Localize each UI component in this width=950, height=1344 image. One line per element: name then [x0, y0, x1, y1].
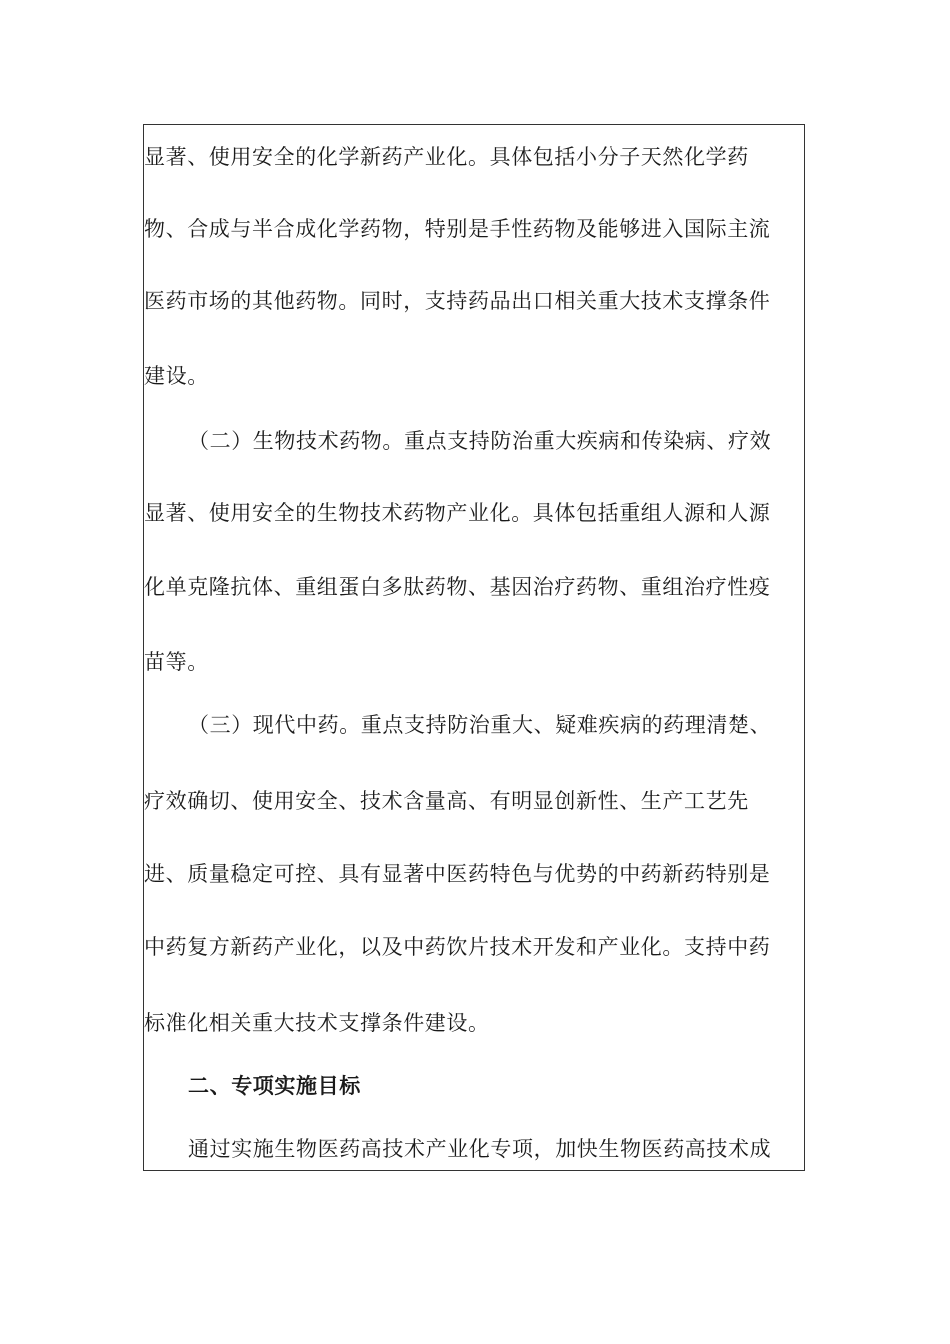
- paragraph-line: 显著、使用安全的化学新药产业化。具体包括小分子天然化学药: [144, 145, 749, 169]
- paragraph-line: 疗效确切、使用安全、技术含量高、有明显创新性、生产工艺先: [144, 789, 749, 813]
- document-page-frame: [143, 124, 805, 1171]
- section-two-paragraph-start: （二）生物技术药物。重点支持防治重大疾病和传染病、疗效: [188, 429, 772, 453]
- paragraph-line: 显著、使用安全的生物技术药物产业化。具体包括重组人源和人源: [144, 501, 771, 525]
- paragraph-line: 进、质量稳定可控、具有显著中医药特色与优势的中药新药特别是: [144, 862, 771, 886]
- paragraph-line: 物、合成与半合成化学药物，特别是手性药物及能够进入国际主流: [144, 217, 771, 241]
- paragraph-line: 化单克隆抗体、重组蛋白多肽药物、基因治疗药物、重组治疗性疫: [144, 575, 771, 599]
- paragraph-line: 建设。: [144, 364, 209, 388]
- paragraph-line: 医药市场的其他药物。同时，支持药品出口相关重大技术支撑条件: [144, 289, 771, 313]
- section-heading: 二、专项实施目标: [188, 1074, 361, 1098]
- paragraph-line: 通过实施生物医药高技术产业化专项，加快生物医药高技术成: [188, 1137, 772, 1161]
- paragraph-line: 标准化相关重大技术支撑条件建设。: [144, 1011, 490, 1035]
- paragraph-line: 苗等。: [144, 650, 209, 674]
- paragraph-line: 中药复方新药产业化，以及中药饮片技术开发和产业化。支持中药: [144, 935, 771, 959]
- section-three-paragraph-start: （三）现代中药。重点支持防治重大、疑难疾病的药理清楚、: [188, 713, 772, 737]
